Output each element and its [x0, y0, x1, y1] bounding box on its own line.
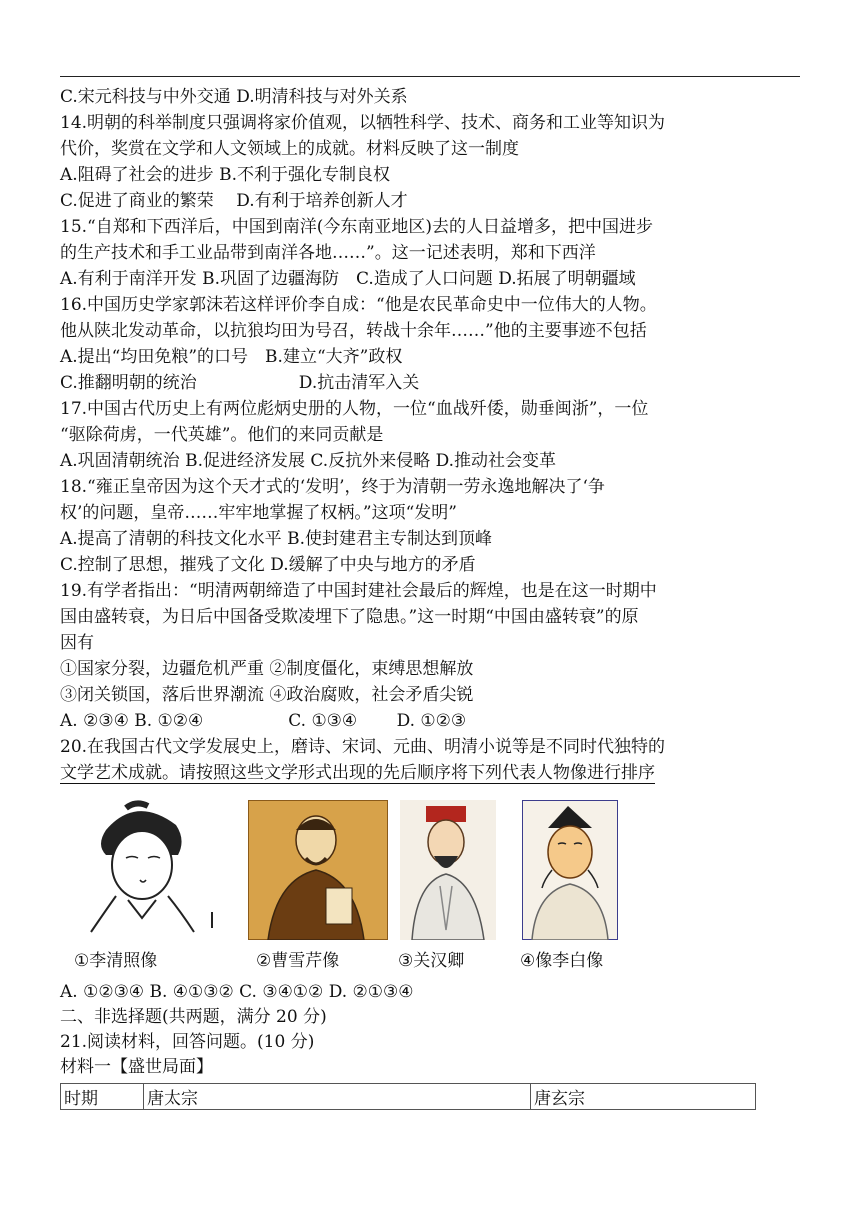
- question-20-options: A. ①②③④ B. ④①③② C. ③④①② D. ②①③④: [60, 982, 414, 1002]
- question-18-line: 权’的问题，皇帝……牢牢地掌握了权柄。”这项“发明”: [60, 503, 457, 523]
- figure-li-qingzhao: [66, 800, 216, 971]
- figure-cao-xueqin: [248, 800, 388, 971]
- question-17-line: “驱除荷虏，一代英雄”。他们的来同贡献是: [60, 425, 384, 445]
- question-16-line: 16.中国历史学家郭沫若这样评价李自成：“他是农民革命史中一位伟大的人物。: [60, 295, 657, 315]
- question-18-line: 18.“雍正皇帝因为这个天才式的‘发明’，终于为清朝一劳永逸地解决了‘争: [60, 477, 605, 497]
- figure-li-bai: [520, 800, 618, 971]
- option-line: A.巩固清朝统治 B.促进经济发展 C.反抗外来侵略 D.推动社会变革: [60, 451, 557, 471]
- question-21-prompt: 21.阅读材料，回答问题。(10 分): [60, 1032, 315, 1052]
- option-line: A. ②③④ B. ①②④ C. ①③④ D. ①②③: [60, 711, 467, 731]
- option-line: C.促进了商业的繁荣 D.有利于培养创新人才: [60, 191, 408, 211]
- option-line: A.提出“均田免粮”的口号 B.建立“大齐”政权: [60, 347, 403, 367]
- table-row: [61, 1084, 756, 1110]
- portrait-li-bai-icon: [522, 800, 618, 940]
- header-rule: [60, 76, 800, 77]
- table-cell: 唐太宗: [144, 1084, 531, 1110]
- figure-caption: ④像李白像: [520, 951, 604, 971]
- question-17-line: 17.中国古代历史上有两位彪炳史册的人物，一位“血战歼倭，勋垂闽浙”，一位: [60, 399, 649, 419]
- table-cell: 时期: [61, 1084, 144, 1110]
- figure-caption: ③关汉卿: [398, 951, 465, 971]
- question-text: [60, 84, 800, 786]
- material-one-title: 材料一【盛世局面】: [60, 1057, 213, 1077]
- question-20-line: 20.在我国古代文学发展史上，磨诗、宋词、元曲、明清小说等是不同时代独特的: [60, 737, 666, 757]
- statement-line: ③闭关锁国，落后世界潮流 ④政治腐败，社会矛盾尖锐: [60, 685, 474, 705]
- question-15-line: 的生产技术和手工业品带到南洋各地……”。这一记述表明，郑和下西洋: [60, 243, 596, 263]
- statement-line: ①国家分裂，边疆危机严重 ②制度僵化，束缚思想解放: [60, 659, 474, 679]
- question-15-line: 15.“自郑和下西洋后，中国到南洋(今东南亚地区)去的人日益增多，把中国进步: [60, 217, 653, 237]
- question-19-line: 因有: [60, 633, 94, 653]
- question-19-line: 国由盛转衰，为日后中国备受欺凌埋下了隐患。”这一时期“中国由盛转衰”的原: [60, 607, 639, 627]
- material-table: [60, 1083, 756, 1110]
- question-20-line: 文学艺术成就。请按照这些文学形式出现的先后顺序将下列代表人物像进行排序: [60, 763, 655, 783]
- option-line: C.控制了思想，摧残了文化 D.缓解了中央与地方的矛盾: [60, 555, 476, 575]
- option-line: C.宋元科技与中外交通 D.明清科技与对外关系: [60, 87, 408, 107]
- option-line: C.推翻明朝的统治 D.抗击清军入关: [60, 373, 420, 393]
- portrait-li-qingzhao-icon: [66, 800, 216, 940]
- section-two: [60, 980, 800, 1080]
- figure-caption: ①李清照像: [74, 951, 158, 971]
- table-cell: 唐玄宗: [531, 1084, 756, 1110]
- section-heading: 二、非选择题(共两题，满分 20 分): [60, 1007, 327, 1027]
- portrait-figures: [60, 800, 660, 978]
- question-19-line: 19.有学者指出：“明清两朝缔造了中国封建社会最后的辉煌，也是在这一时期中: [60, 581, 657, 601]
- option-line: A.提高了清朝的科技文化水平 B.使封建君主专制达到顶峰: [60, 529, 492, 549]
- question-14-line: 代价，奖赏在文学和人文领域上的成就。材料反映了这一制度: [60, 139, 519, 159]
- option-line: A.有利于南洋开发 B.巩固了边疆海防 C.造成了人口问题 D.拓展了明朝疆域: [60, 269, 636, 289]
- portrait-guan-hanqing-icon: [400, 800, 496, 940]
- figure-guan-hanqing: [398, 800, 496, 971]
- question-14-line: 14.明朝的科举制度只强调将家价值观，以牺牲科学、技术、商务和工业等知识为: [60, 113, 666, 133]
- question-16-line: 他从陕北发动革命，以抗狼均田为号召，转战十余年……”他的主要事迹不包括: [60, 321, 647, 341]
- option-line: A.阻碍了社会的进步 B.不利于强化专制良权: [60, 165, 390, 185]
- figure-caption: ②曹雪芹像: [256, 951, 340, 971]
- portrait-cao-xueqin-icon: [248, 800, 388, 940]
